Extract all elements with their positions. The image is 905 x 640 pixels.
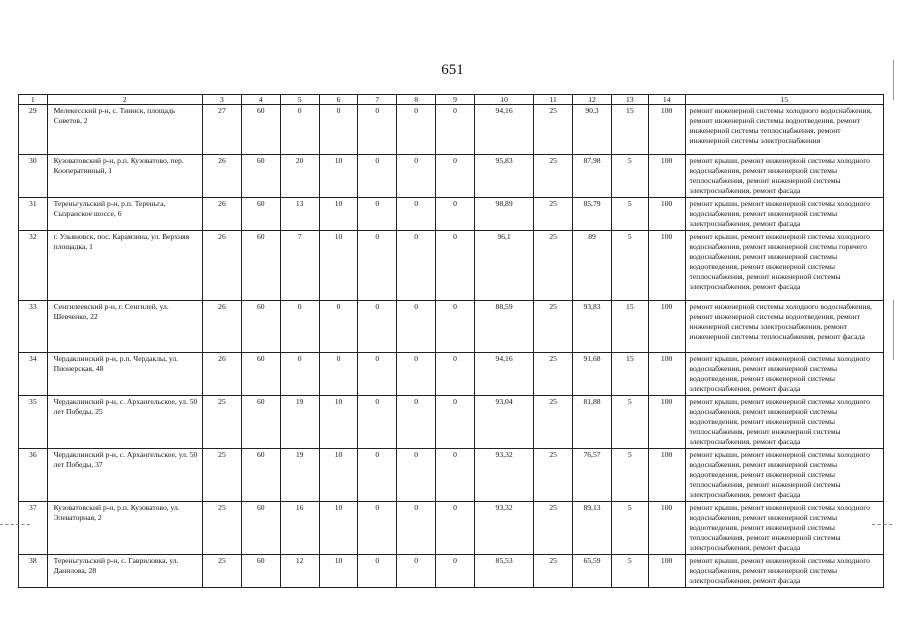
column-header: 10 bbox=[474, 95, 533, 105]
address-cell: г. Ульяновск, пос. Карамзина, ул. Верхняя площадка, 1 bbox=[47, 231, 202, 301]
column-header: 15 bbox=[685, 95, 883, 105]
row-number: 34 bbox=[19, 353, 48, 396]
address-cell: Чердаклинский р-н, р.п. Чердаклы, ул. Пионерская, 48 bbox=[47, 353, 202, 396]
works-cell: ремонт инженерной системы холодного водоснабжения, ремонт инженерной системы водоотведения, ремонт инженерной системы теплоснабжения, ремонт инженерной системы электроснабжения bbox=[685, 105, 883, 155]
address-cell: Кузоватовский р-н, р.п. Кузоватово, ул. Элеваторная, 2 bbox=[47, 502, 202, 555]
value-cell: 10 bbox=[319, 502, 358, 555]
value-cell: 0 bbox=[358, 449, 397, 502]
value-cell: 25 bbox=[203, 502, 242, 555]
value-cell: 89 bbox=[573, 231, 612, 301]
row-number: 38 bbox=[19, 555, 48, 588]
column-header: 2 bbox=[47, 95, 202, 105]
value-cell: 85,53 bbox=[474, 555, 533, 588]
value-cell: 60 bbox=[241, 353, 280, 396]
table-body bbox=[19, 105, 884, 588]
value-cell: 25 bbox=[534, 449, 573, 502]
value-cell: 0 bbox=[397, 105, 436, 155]
value-cell: 85,79 bbox=[573, 198, 612, 231]
value-cell: 93,04 bbox=[474, 396, 533, 449]
works-cell: ремонт крыши, ремонт инженерной системы холодного водоснабжения, ремонт инженерной системы водоотведения, ремонт инженерной системы электроснабжения, ремонт фасада bbox=[685, 353, 883, 396]
repair-table-container bbox=[18, 94, 884, 588]
value-cell: 0 bbox=[358, 353, 397, 396]
header-row bbox=[19, 95, 884, 105]
value-cell: 26 bbox=[203, 301, 242, 353]
value-cell: 20 bbox=[280, 155, 319, 198]
value-cell: 19 bbox=[280, 396, 319, 449]
address-cell: Кузоватовский р-н, р.п. Кузоватово, пер. Кооперативный, 1 bbox=[47, 155, 202, 198]
row-number: 36 bbox=[19, 449, 48, 502]
value-cell: 0 bbox=[397, 301, 436, 353]
table-row bbox=[19, 198, 884, 231]
value-cell: 93,32 bbox=[474, 502, 533, 555]
works-cell: ремонт крыши, ремонт инженерной системы холодного водоснабжения, ремонт инженерной системы водоотведения, ремонт инженерной системы теплоснабжения, ремонт инженерной системы электроснабжения, ремонт фасада bbox=[685, 449, 883, 502]
value-cell: 100 bbox=[648, 231, 685, 301]
value-cell: 60 bbox=[241, 301, 280, 353]
value-cell: 26 bbox=[203, 198, 242, 231]
value-cell: 100 bbox=[648, 198, 685, 231]
table-row bbox=[19, 502, 884, 555]
value-cell: 0 bbox=[280, 301, 319, 353]
address-cell: Чердаклинский р-н, с. Архангельское, ул. 50 лет Победы, 25 bbox=[47, 396, 202, 449]
value-cell: 15 bbox=[611, 105, 648, 155]
value-cell: 12 bbox=[280, 555, 319, 588]
value-cell: 0 bbox=[397, 353, 436, 396]
value-cell: 0 bbox=[358, 231, 397, 301]
value-cell: 10 bbox=[319, 449, 358, 502]
value-cell: 5 bbox=[611, 198, 648, 231]
value-cell: 0 bbox=[358, 502, 397, 555]
value-cell: 100 bbox=[648, 301, 685, 353]
value-cell: 100 bbox=[648, 396, 685, 449]
value-cell: 100 bbox=[648, 449, 685, 502]
value-cell: 10 bbox=[319, 396, 358, 449]
value-cell: 25 bbox=[534, 353, 573, 396]
value-cell: 60 bbox=[241, 198, 280, 231]
row-number: 33 bbox=[19, 301, 48, 353]
scan-edge-mark bbox=[893, 60, 894, 100]
column-header: 13 bbox=[611, 95, 648, 105]
value-cell: 25 bbox=[203, 396, 242, 449]
table-row bbox=[19, 396, 884, 449]
value-cell: 15 bbox=[611, 353, 648, 396]
value-cell: 0 bbox=[436, 555, 475, 588]
value-cell: 0 bbox=[436, 353, 475, 396]
column-header: 5 bbox=[280, 95, 319, 105]
value-cell: 0 bbox=[436, 396, 475, 449]
value-cell: 25 bbox=[534, 396, 573, 449]
value-cell: 15 bbox=[611, 301, 648, 353]
value-cell: 7 bbox=[280, 231, 319, 301]
column-header: 11 bbox=[534, 95, 573, 105]
value-cell: 91,68 bbox=[573, 353, 612, 396]
value-cell: 0 bbox=[397, 449, 436, 502]
table-row bbox=[19, 301, 884, 353]
value-cell: 93,32 bbox=[474, 449, 533, 502]
value-cell: 88,59 bbox=[474, 301, 533, 353]
value-cell: 16 bbox=[280, 502, 319, 555]
value-cell: 26 bbox=[203, 353, 242, 396]
value-cell: 0 bbox=[397, 198, 436, 231]
value-cell: 0 bbox=[397, 555, 436, 588]
value-cell: 10 bbox=[319, 231, 358, 301]
repair-table bbox=[18, 94, 884, 588]
row-number: 37 bbox=[19, 502, 48, 555]
value-cell: 10 bbox=[319, 155, 358, 198]
value-cell: 94,16 bbox=[474, 105, 533, 155]
address-cell: Сенгилеевский р-н, г. Сенгилей, ул. Шевченко, 22 bbox=[47, 301, 202, 353]
value-cell: 76,57 bbox=[573, 449, 612, 502]
value-cell: 81,88 bbox=[573, 396, 612, 449]
value-cell: 93,83 bbox=[573, 301, 612, 353]
value-cell: 90,3 bbox=[573, 105, 612, 155]
value-cell: 0 bbox=[436, 502, 475, 555]
row-number: 29 bbox=[19, 105, 48, 155]
table-row bbox=[19, 155, 884, 198]
value-cell: 25 bbox=[534, 105, 573, 155]
value-cell: 26 bbox=[203, 231, 242, 301]
column-header: 3 bbox=[203, 95, 242, 105]
value-cell: 0 bbox=[319, 353, 358, 396]
table-row bbox=[19, 353, 884, 396]
value-cell: 60 bbox=[241, 231, 280, 301]
value-cell: 60 bbox=[241, 555, 280, 588]
value-cell: 0 bbox=[358, 198, 397, 231]
value-cell: 13 bbox=[280, 198, 319, 231]
value-cell: 10 bbox=[319, 198, 358, 231]
column-header: 9 bbox=[436, 95, 475, 105]
table-row bbox=[19, 449, 884, 502]
table-row bbox=[19, 555, 884, 588]
scan-artifact-line bbox=[872, 524, 892, 525]
scan-edge-mark bbox=[893, 300, 894, 360]
value-cell: 100 bbox=[648, 353, 685, 396]
value-cell: 65,59 bbox=[573, 555, 612, 588]
value-cell: 26 bbox=[203, 155, 242, 198]
value-cell: 0 bbox=[397, 396, 436, 449]
page-number: 651 bbox=[441, 62, 464, 78]
value-cell: 25 bbox=[534, 155, 573, 198]
value-cell: 0 bbox=[436, 449, 475, 502]
value-cell: 0 bbox=[358, 555, 397, 588]
value-cell: 0 bbox=[397, 155, 436, 198]
value-cell: 89,13 bbox=[573, 502, 612, 555]
value-cell: 0 bbox=[436, 198, 475, 231]
value-cell: 25 bbox=[534, 502, 573, 555]
value-cell: 0 bbox=[358, 155, 397, 198]
column-header: 4 bbox=[241, 95, 280, 105]
column-header: 6 bbox=[319, 95, 358, 105]
address-cell: Чердаклинский р-н, с. Архангельское, ул. 50 лет Победы, 37 bbox=[47, 449, 202, 502]
works-cell: ремонт крыши, ремонт инженерной системы холодного водоснабжения, ремонт инженерной системы водоотведения, ремонт инженерной системы теплоснабжения, ремонт инженерной системы электроснабжения, ремонт фасада bbox=[685, 502, 883, 555]
value-cell: 100 bbox=[648, 555, 685, 588]
value-cell: 25 bbox=[534, 231, 573, 301]
value-cell: 0 bbox=[358, 396, 397, 449]
table-row bbox=[19, 231, 884, 301]
works-cell: ремонт крыши, ремонт инженерной системы холодного водоснабжения, ремонт инженерной системы электроснабжения, ремонт фасада bbox=[685, 555, 883, 588]
value-cell: 0 bbox=[397, 231, 436, 301]
value-cell: 5 bbox=[611, 555, 648, 588]
value-cell: 0 bbox=[436, 155, 475, 198]
address-cell: Тереньгульский р-н, с. Гавриловка, ул. Данилова, 28 bbox=[47, 555, 202, 588]
value-cell: 0 bbox=[436, 231, 475, 301]
value-cell: 60 bbox=[241, 502, 280, 555]
works-cell: ремонт крыши, ремонт инженерной системы холодного водоснабжения, ремонт инженерной системы электроснабжения, ремонт фасада bbox=[685, 198, 883, 231]
value-cell: 98,89 bbox=[474, 198, 533, 231]
value-cell: 19 bbox=[280, 449, 319, 502]
row-number: 30 bbox=[19, 155, 48, 198]
value-cell: 100 bbox=[648, 155, 685, 198]
value-cell: 25 bbox=[534, 301, 573, 353]
value-cell: 60 bbox=[241, 449, 280, 502]
value-cell: 0 bbox=[319, 301, 358, 353]
value-cell: 5 bbox=[611, 396, 648, 449]
value-cell: 0 bbox=[397, 502, 436, 555]
value-cell: 5 bbox=[611, 502, 648, 555]
value-cell: 0 bbox=[280, 105, 319, 155]
works-cell: ремонт крыши, ремонт инженерной системы холодного водоснабжения, ремонт инженерной системы теплоснабжения, ремонт инженерной системы электроснабжения, ремонт фасада bbox=[685, 155, 883, 198]
table-row bbox=[19, 105, 884, 155]
value-cell: 5 bbox=[611, 231, 648, 301]
value-cell: 25 bbox=[534, 198, 573, 231]
value-cell: 0 bbox=[358, 105, 397, 155]
value-cell: 25 bbox=[534, 555, 573, 588]
works-cell: ремонт инженерной системы холодного водоснабжения, ремонт инженерной системы водоотведения, ремонт инженерной системы электроснабжения, ремонт инженерной системы теплоснабжения, ремонт фасада bbox=[685, 301, 883, 353]
value-cell: 100 bbox=[648, 105, 685, 155]
works-cell: ремонт крыши, ремонт инженерной системы холодного водоснабжения, ремонт инженерной системы водоотведения, ремонт инженерной системы теплоснабжения, ремонт инженерной системы электроснабжения, ремонт фасада bbox=[685, 396, 883, 449]
value-cell: 60 bbox=[241, 155, 280, 198]
value-cell: 0 bbox=[436, 301, 475, 353]
value-cell: 94,16 bbox=[474, 353, 533, 396]
value-cell: 95,83 bbox=[474, 155, 533, 198]
address-cell: Мелекесский р-н, с. Тиинск, площадь Советов, 2 bbox=[47, 105, 202, 155]
scan-artifact-line bbox=[0, 524, 30, 525]
value-cell: 96,1 bbox=[474, 231, 533, 301]
value-cell: 87,98 bbox=[573, 155, 612, 198]
value-cell: 0 bbox=[358, 301, 397, 353]
value-cell: 25 bbox=[203, 555, 242, 588]
row-number: 35 bbox=[19, 396, 48, 449]
value-cell: 5 bbox=[611, 449, 648, 502]
value-cell: 27 bbox=[203, 105, 242, 155]
address-cell: Тереньгульский р-н, р.п. Тереньга, Сызранское шоссе, 6 bbox=[47, 198, 202, 231]
column-header: 12 bbox=[573, 95, 612, 105]
value-cell: 5 bbox=[611, 155, 648, 198]
column-header: 8 bbox=[397, 95, 436, 105]
value-cell: 0 bbox=[319, 105, 358, 155]
row-number: 32 bbox=[19, 231, 48, 301]
value-cell: 60 bbox=[241, 105, 280, 155]
value-cell: 0 bbox=[280, 353, 319, 396]
column-header: 14 bbox=[648, 95, 685, 105]
value-cell: 100 bbox=[648, 502, 685, 555]
row-number: 31 bbox=[19, 198, 48, 231]
value-cell: 0 bbox=[436, 105, 475, 155]
column-header: 1 bbox=[19, 95, 48, 105]
value-cell: 10 bbox=[319, 555, 358, 588]
works-cell: ремонт крыши, ремонт инженерной системы холодного водоснабжения, ремонт инженерной системы горячего водоснабжения, ремонт инженерной системы водоотведения, ремонт инженерной системы теплоснабжения, ремонт инженерной системы электроснабжения, ремонт фасада bbox=[685, 231, 883, 301]
value-cell: 25 bbox=[203, 449, 242, 502]
column-header: 7 bbox=[358, 95, 397, 105]
value-cell: 60 bbox=[241, 396, 280, 449]
